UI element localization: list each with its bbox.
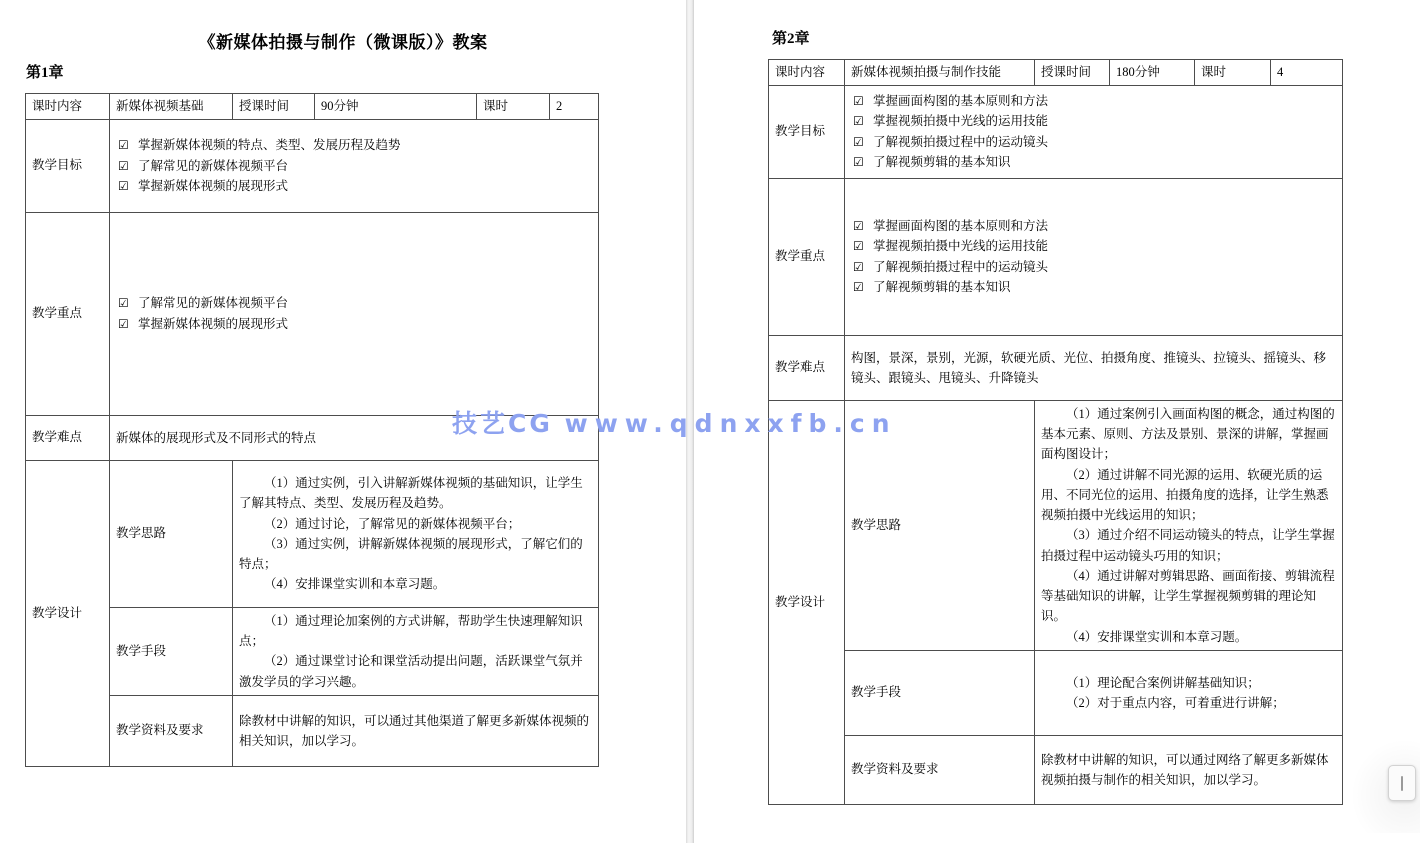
methods-line: （1）理论配合案例讲解基础知识； <box>1066 675 1260 690</box>
methods-paragraphs <box>1041 673 1336 714</box>
document-title: 《新媒体拍摄与制作（微课版）》教案 <box>198 33 488 52</box>
list-item-label: 了解视频剪辑的基本知识 <box>873 155 1011 170</box>
table-row-key-points <box>26 212 599 415</box>
list-item <box>116 156 592 176</box>
watermark-brand: 技艺CG <box>452 409 553 438</box>
checkbox-checked-icon: ☑ <box>118 178 129 193</box>
checkbox-checked-icon: ☑ <box>853 218 864 233</box>
list-item-label: 了解常见的新媒体视频平台 <box>138 158 289 173</box>
design-label: 教学设计 <box>26 460 110 766</box>
difficulties-cell <box>110 415 599 460</box>
materials-text: 除教材中讲解的知识，可以通过网络了解更多新媒体视频拍摄与制作的相关知识，加以学习。 <box>1041 752 1329 787</box>
approach-line: （4）通过讲解对剪辑思路、画面衔接、剪辑流程等基础知识的讲解，让学生掌握视频剪辑的理论知识。 <box>1041 568 1335 624</box>
content-label: 课时内容 <box>26 94 110 120</box>
table-row-difficulties <box>26 415 599 460</box>
objectives-cell <box>110 119 599 212</box>
list-item <box>851 236 1336 256</box>
class-hours-value: 4 <box>1271 60 1343 86</box>
table-row-design-approach <box>769 400 1343 650</box>
content-value: 新媒体视频基础 <box>110 94 233 120</box>
class-hours-label: 课时 <box>1195 60 1271 86</box>
table-row-objectives <box>769 85 1343 178</box>
checkbox-checked-icon: ☑ <box>853 239 864 254</box>
list-item <box>851 111 1336 131</box>
list-item-label: 掌握新媒体视频的特点、类型、发展历程及趋势 <box>138 138 401 153</box>
key-points-cell <box>110 212 599 415</box>
approach-line: （4）安排课堂实训和本章习题。 <box>264 577 446 592</box>
methods-line: （2）对于重点内容，可着重进行讲解； <box>1066 695 1285 710</box>
approach-line: （3）通过实例，讲解新媒体视频的展现形式，了解它们的特点； <box>239 536 583 571</box>
list-item <box>116 314 592 334</box>
content-value: 新媒体视频拍摄与制作技能 <box>845 60 1035 86</box>
table-row-design-methods <box>26 607 599 695</box>
list-item-label: 掌握视频拍摄中光线的运用技能 <box>873 114 1049 129</box>
list-item <box>116 176 592 196</box>
table-row-header <box>769 60 1343 86</box>
approach-line: （2）通过讨论，了解常见的新媒体视频平台； <box>264 516 521 531</box>
list-item-label: 了解视频剪辑的基本知识 <box>873 280 1011 295</box>
list-item-label: 掌握新媒体视频的展现形式 <box>138 178 289 193</box>
checkbox-checked-icon: ☑ <box>118 158 129 173</box>
table-row-key-points <box>769 178 1343 335</box>
approach-line: （4）安排课堂实训和本章习题。 <box>1066 629 1248 644</box>
key-points-list <box>851 216 1336 298</box>
page-right <box>694 0 1420 843</box>
difficulties-cell <box>845 335 1343 400</box>
materials-cell <box>233 695 599 766</box>
table-row-objectives <box>26 119 599 212</box>
methods-label: 教学手段 <box>110 607 233 695</box>
list-item-label: 掌握新媒体视频的展现形式 <box>138 316 289 331</box>
table-row-header <box>26 94 599 120</box>
difficulties-label: 教学难点 <box>26 415 110 460</box>
page-divider <box>686 0 694 843</box>
difficulties-text: 构图，景深，景别，光源，软硬光质、光位、拍摄角度、推镜头、拉镜头、摇镜头、移镜头、跟镜头、甩镜头、升降镜头 <box>851 350 1327 385</box>
list-item <box>116 135 592 155</box>
checkbox-checked-icon: ☑ <box>118 296 129 311</box>
chapter-2-lesson-table <box>768 59 1343 805</box>
approach-paragraphs <box>1041 404 1336 647</box>
list-item <box>851 277 1336 297</box>
materials-cell <box>1035 735 1343 804</box>
list-item <box>851 216 1336 236</box>
table-row-difficulties <box>769 335 1343 400</box>
methods-line: （1）通过理论加案例的方式讲解，帮助学生快速理解知识点； <box>239 613 583 648</box>
approach-label: 教学思路 <box>845 400 1035 650</box>
objectives-list <box>851 91 1336 173</box>
checkbox-checked-icon: ☑ <box>118 138 129 153</box>
page-left <box>0 0 686 843</box>
vertical-bar-icon <box>1401 776 1403 791</box>
chapter-1-lesson-table <box>25 93 599 767</box>
watermark-url: www.qdnxxfb.cn <box>564 409 897 438</box>
key-points-list <box>116 293 592 334</box>
materials-text: 除教材中讲解的知识，可以通过其他渠道了解更多新媒体视频的相关知识，加以学习。 <box>239 713 590 748</box>
methods-line: （2）通过课堂讨论和课堂活动提出问题，活跃课堂气氛并激发学员的学习兴趣。 <box>239 654 583 689</box>
list-item-label: 了解常见的新媒体视频平台 <box>138 296 289 311</box>
materials-label: 教学资料及要求 <box>110 695 233 766</box>
table-row-design-materials <box>769 735 1343 804</box>
objectives-label: 教学目标 <box>769 85 845 178</box>
key-points-label: 教学重点 <box>26 212 110 415</box>
checkbox-checked-icon: ☑ <box>853 114 864 129</box>
checkbox-checked-icon: ☑ <box>853 155 864 170</box>
approach-cell <box>1035 400 1343 650</box>
table-row-design-materials <box>26 695 599 766</box>
list-item <box>851 132 1336 152</box>
approach-cell <box>233 460 599 607</box>
checkbox-checked-icon: ☑ <box>853 134 864 149</box>
materials-label: 教学资料及要求 <box>845 735 1035 804</box>
methods-label: 教学手段 <box>845 650 1035 735</box>
approach-line: （3）通过介绍不同运动镜头的特点，让学生掌握拍摄过程中运动镜头巧用的知识； <box>1041 528 1335 563</box>
key-points-cell <box>845 178 1343 335</box>
class-hours-value: 2 <box>550 94 599 120</box>
checkbox-checked-icon: ☑ <box>118 316 129 331</box>
methods-cell <box>233 607 599 695</box>
checkbox-checked-icon: ☑ <box>853 280 864 295</box>
list-item-label: 了解视频拍摄过程中的运动镜头 <box>873 259 1049 274</box>
list-item-label: 掌握视频拍摄中光线的运用技能 <box>873 239 1049 254</box>
approach-label: 教学思路 <box>110 460 233 607</box>
teaching-time-value: 180分钟 <box>1110 60 1195 86</box>
table-row-design-approach <box>26 460 599 607</box>
difficulties-label: 教学难点 <box>769 335 845 400</box>
content-label: 课时内容 <box>769 60 845 86</box>
chapter-1-heading: 第1章 <box>26 65 64 81</box>
checkbox-checked-icon: ☑ <box>853 259 864 274</box>
design-label: 教学设计 <box>769 400 845 804</box>
objectives-cell <box>845 85 1343 178</box>
list-item-label: 掌握画面构图的基本原则和方法 <box>873 93 1049 108</box>
methods-cell <box>1035 650 1343 735</box>
approach-line: （1）通过实例，引入讲解新媒体视频的基础知识，让学生了解其特点、类型、发展历程及趋势。 <box>239 476 583 511</box>
approach-line: （1）通过案例引入画面构图的概念，通过构图的基本元素、原则、方法及景别、景深的讲解，掌握画面构图设计； <box>1041 406 1335 462</box>
list-item <box>851 91 1336 111</box>
difficulties-text: 新媒体的展现形式及不同形式的特点 <box>116 430 317 445</box>
list-item-label: 掌握画面构图的基本原则和方法 <box>873 218 1049 233</box>
approach-line: （2）通过讲解不同光源的运用、软硬光质的运用、不同光位的运用、拍摄角度的选择，让学生熟悉视频拍摄中光线运用的知识； <box>1041 467 1329 522</box>
methods-paragraphs <box>239 611 592 692</box>
checkbox-checked-icon: ☑ <box>853 93 864 108</box>
list-item <box>116 293 592 313</box>
teaching-time-value: 90分钟 <box>315 94 477 120</box>
list-item <box>851 257 1336 277</box>
class-hours-label: 课时 <box>477 94 550 120</box>
teaching-time-label: 授课时间 <box>1035 60 1110 86</box>
key-points-label: 教学重点 <box>769 178 845 335</box>
list-item-label: 了解视频拍摄过程中的运动镜头 <box>873 134 1049 149</box>
objectives-list <box>116 135 592 196</box>
objectives-label: 教学目标 <box>26 119 110 212</box>
approach-paragraphs <box>239 473 592 595</box>
table-row-design-methods <box>769 650 1343 735</box>
teaching-time-label: 授课时间 <box>233 94 315 120</box>
chapter-2-heading: 第2章 <box>772 31 810 47</box>
list-item <box>851 152 1336 172</box>
scroll-toggle-button[interactable] <box>1388 765 1416 801</box>
